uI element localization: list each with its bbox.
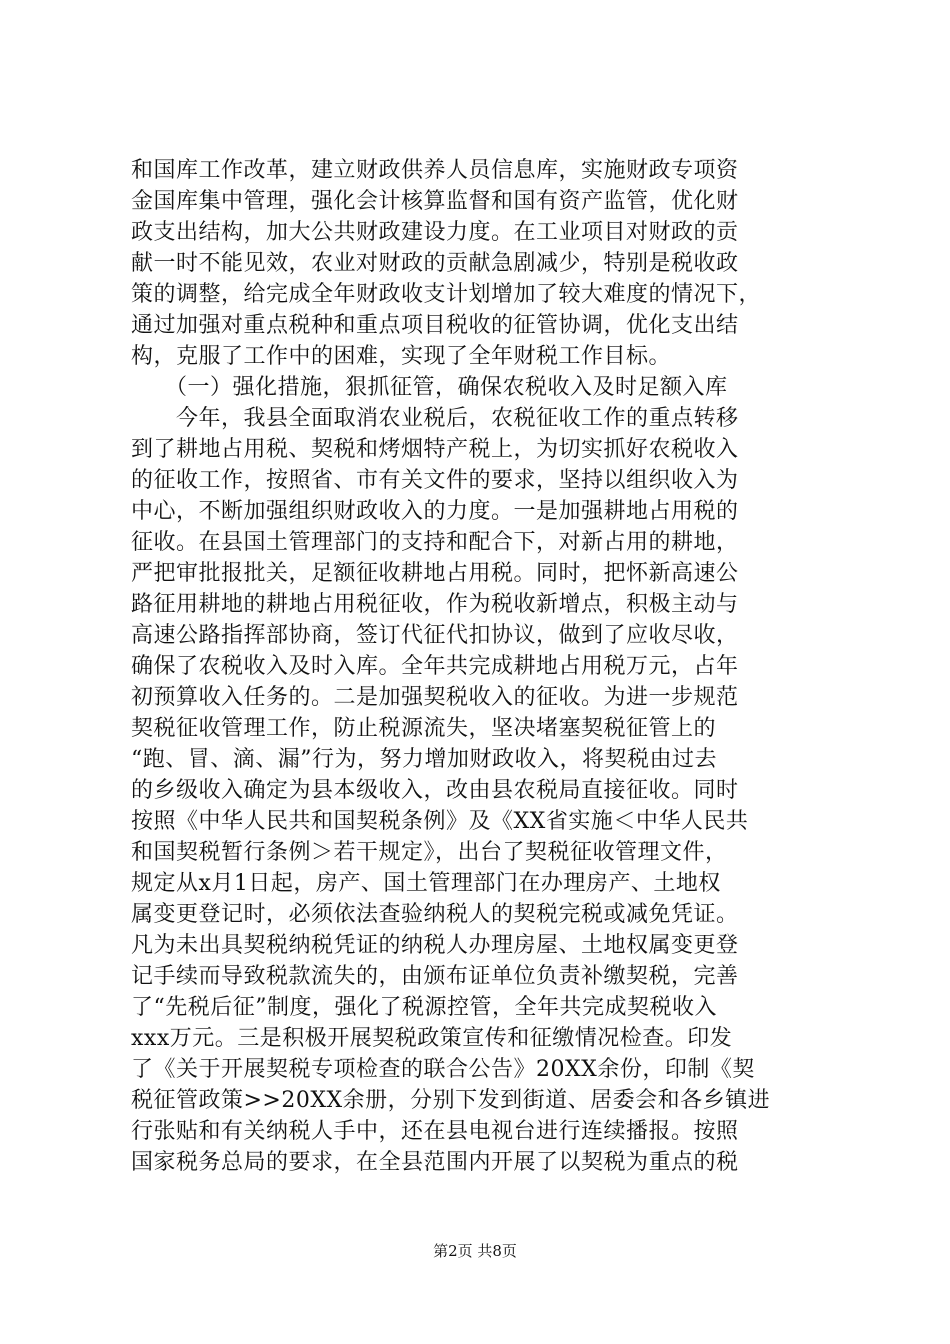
- text-line: 记手续而导致税款流失的，由颁布证单位负责补缴契税，完善: [131, 964, 739, 989]
- text-line: 政支出结构，加大公共财政建设力度。在工业项目对财政的贡: [131, 220, 739, 245]
- text-line: 和国契税暂行条例＞若干规定》，出台了契税征收管理文件，: [131, 840, 728, 865]
- text-line: 的乡级收入确定为县本级收入，改由县农税局直接征收。同时: [131, 778, 739, 803]
- text-line: 的征收工作，按照省、市有关文件的要求，坚持以组织收入为: [131, 468, 739, 493]
- text-line: xxx万元。三是积极开展契税政策宣传和征缴情况检查。印发: [131, 1026, 733, 1051]
- text-line: 中心，不断加强组织财政收入的力度。一是加强耕地占用税的: [131, 499, 739, 524]
- text-line: 行张贴和有关纳税人手中，还在县电视台进行连续播报。按照: [131, 1119, 739, 1144]
- text-line: “跑、冒、滴、漏”行为，努力增加财政收入，将契税由过去: [131, 747, 717, 772]
- text-line: 了“先税后征”制度，强化了税源控管，全年共完成契税收入: [131, 995, 717, 1020]
- text-line: 今年，我县全面取消农业税后，农税征收工作的重点转移: [131, 406, 739, 431]
- page-footer: 第2页 共8页: [433, 1242, 517, 1260]
- text-line: 策的调整，给完成全年财政收支计划增加了较大难度的情况下，: [131, 282, 762, 307]
- text-line: 路征用耕地的耕地占用税征收，作为税收新增点，积极主动与: [131, 592, 739, 617]
- text-line: 构，克服了工作中的困难，实现了全年财税工作目标。: [131, 344, 672, 369]
- text-line: 征收。在县国土管理部门的支持和配合下，对新占用的耕地，: [131, 530, 739, 555]
- text-line: 税征管政策>>20XX余册，分别下发到街道、居委会和各乡镇进: [131, 1088, 771, 1113]
- text-line: 国家税务总局的要求，在全县范围内开展了以契税为重点的税: [131, 1150, 739, 1175]
- section-heading: （一）强化措施，狠抓征管，确保农税收入及时足额入库: [131, 375, 728, 400]
- text-line: 了《关于开展契税专项检查的联合公告》20XX余份，印制《契: [131, 1057, 755, 1082]
- text-line: 献一时不能见效，农业对财政的贡献急剧减少，特别是税收政: [131, 251, 739, 276]
- text-line: 初预算收入任务的。二是加强契税收入的征收。为进一步规范: [131, 685, 739, 710]
- text-line: 金国库集中管理，强化会计核算监督和国有资产监管，优化财: [131, 189, 739, 214]
- text-line: 确保了农税收入及时入库。全年共完成耕地占用税万元，占年: [131, 654, 739, 679]
- text-line: 属变更登记时，必须依法查验纳税人的契税完税或减免凭证。: [131, 902, 739, 927]
- text-line: 契税征收管理工作，防止税源流失，坚决堵塞契税征管上的: [131, 716, 717, 741]
- text-line: 规定从x月1日起，房产、国土管理部门在办理房产、土地权: [131, 871, 721, 896]
- text-line: 严把审批报批关，足额征收耕地占用税。同时，把怀新高速公: [131, 561, 739, 586]
- text-line: 到了耕地占用税、契税和烤烟特产税上，为切实抓好农税收入: [131, 437, 739, 462]
- body-text: [131, 155, 831, 1178]
- text-line: 通过加强对重点税种和重点项目税收的征管协调，优化支出结: [131, 313, 739, 338]
- text-line: 高速公路指挥部协商，签订代征代扣协议，做到了应收尽收，: [131, 623, 739, 648]
- text-line: 凡为未出具契税纳税凭证的纳税人办理房屋、土地权属变更登: [131, 933, 739, 958]
- text-line: 按照《中华人民共和国契税条例》及《XX省实施＜中华人民共: [131, 809, 749, 834]
- text-line: 和国库工作改革，建立财政供养人员信息库，实施财政专项资: [131, 158, 739, 183]
